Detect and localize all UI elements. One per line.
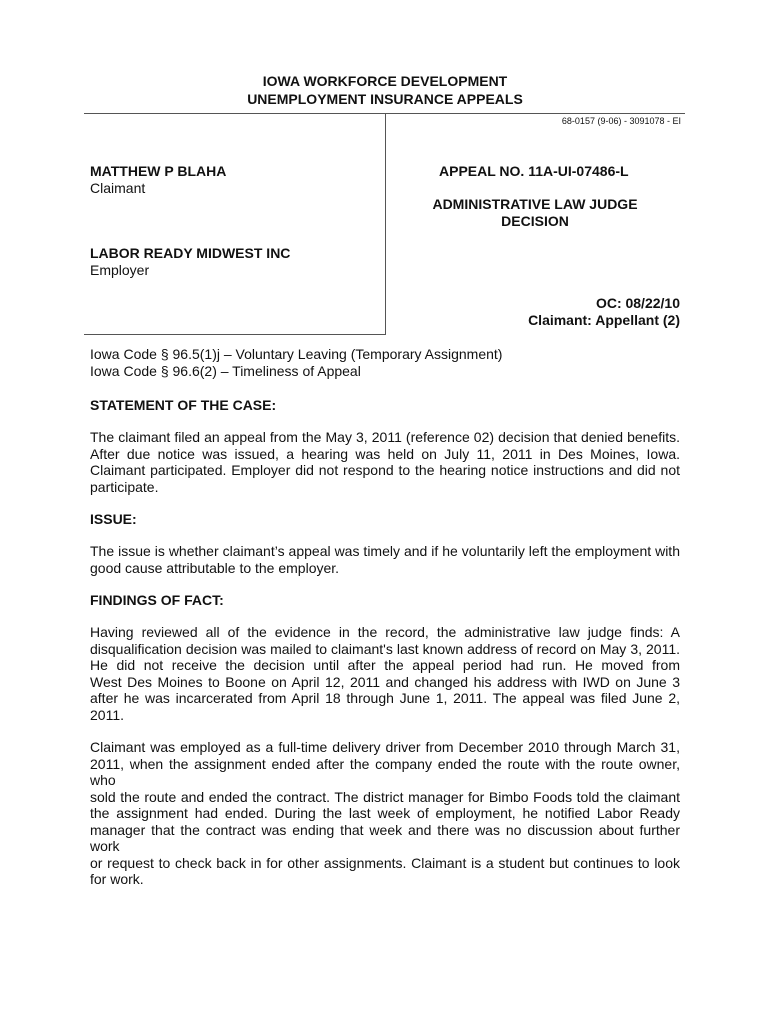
text-line: Claimant was employed as a full-time delivery driver from December 2010 through March 31,: [90, 739, 680, 755]
text-line: He did not receive the decision until after the appeal period had run. He moved from: [90, 657, 680, 673]
text-line: manager that the contract was ending that week and there was no discussion about further work: [90, 821, 680, 854]
text-line: Having reviewed all of the evidence in the record, the administrative law judge finds: A: [90, 624, 680, 640]
decision-title-line2: DECISION: [501, 213, 569, 229]
appellant-label: Claimant: Appellant (2): [528, 312, 680, 328]
text-line: 2011.: [90, 706, 124, 723]
issue-heading: ISSUE:: [90, 511, 137, 527]
text-line: participate.: [90, 478, 159, 495]
caption-divider-vertical: [385, 113, 386, 335]
text-line: or request to check back in for other assignments. Claimant is a student but continues to look: [90, 854, 680, 871]
employer-role: Employer: [90, 262, 150, 278]
caption-divider-bottom: [84, 334, 385, 335]
text-line: good cause attributable to the employer.: [90, 559, 340, 576]
text-line: The issue is whether claimant’s appeal was timely and if he voluntarily left the employment with: [90, 543, 680, 559]
findings-paragraph-1: [90, 624, 680, 723]
code-citation: Iowa Code § 96.5(1)j – Voluntary Leaving (Temporary Assignment): [90, 346, 503, 362]
decision-title-line1: ADMINISTRATIVE LAW JUDGE: [432, 196, 638, 212]
agency-name: IOWA WORKFORCE DEVELOPMENT: [262, 73, 508, 89]
issue-paragraph: [90, 543, 680, 576]
findings-heading: FINDINGS OF FACT:: [90, 592, 224, 608]
text-line: The claimant filed an appeal from the May 3, 2011 (reference 02) decision that denied benefits.: [90, 429, 680, 445]
text-line: for work.: [90, 871, 144, 887]
agency-division: UNEMPLOYMENT INSURANCE APPEALS: [247, 91, 523, 107]
oc-block: [528, 295, 680, 329]
statement-paragraph: [90, 429, 680, 495]
claimant-name: MATTHEW P BLAHA: [90, 163, 227, 179]
text-line: West Des Moines to Boone on April 12, 2011 and changed his address with IWD on June 3: [90, 673, 680, 690]
text-line: disqualification decision was mailed to claimant's last known address of record on May 3, 2011.: [90, 640, 680, 657]
text-line: sold the route and ended the contract. The district manager for Bimbo Foods told the claimant: [90, 788, 680, 805]
statement-heading: STATEMENT OF THE CASE:: [90, 397, 277, 413]
decision-title: [395, 196, 675, 230]
code-citation: Iowa Code § 96.6(2) – Timeliness of Appeal: [90, 363, 361, 379]
text-line: After due notice was issued, a hearing was held on July 11, 2011 in Des Moines, Iowa.: [90, 445, 680, 462]
appeal-number: APPEAL NO. 11A-UI-07486-L: [439, 163, 629, 179]
text-line: the assignment had ended. During the last week of employment, he notified Labor Ready: [90, 805, 680, 821]
oc-date: OC: 08/22/10: [595, 295, 680, 311]
text-line: after he was incarcerated from April 18 through June 1, 2011. The appeal was filed June 2,: [90, 690, 680, 706]
form-number: 68-0157 (9-06) - 3091078 - EI: [561, 116, 681, 126]
claimant-block: [90, 163, 226, 197]
code-citations: [90, 346, 502, 380]
findings-paragraph-2: [90, 739, 680, 888]
employer-block: [90, 245, 290, 279]
employer-name: LABOR READY MIDWEST INC: [90, 245, 291, 261]
claimant-role: Claimant: [90, 180, 146, 196]
text-line: 2011, when the assignment ended after the company ended the route with the route owner, who: [90, 755, 680, 788]
text-line: Claimant participated. Employer did not respond to the hearing notice instructions and did not: [90, 462, 680, 478]
